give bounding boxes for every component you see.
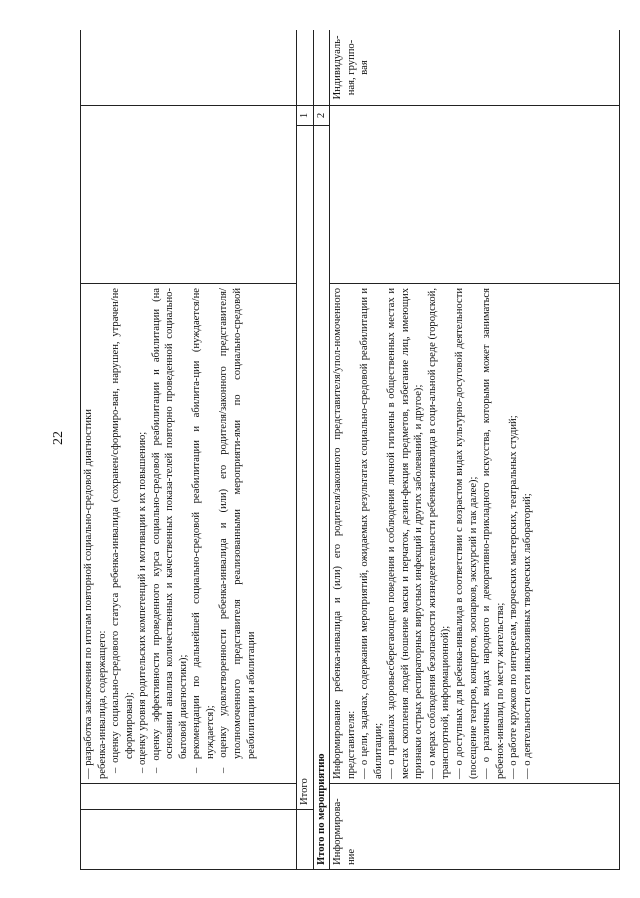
info-line: — о различных видах народного и декоративно-прикладного искусства, которыми может заниматься ребенок-инвалид по месту жительства; — [481, 288, 506, 779]
itogo-meropriyatiyu-value: 2 — [313, 106, 330, 126]
section-title-cell-itogo — [297, 810, 314, 870]
info-line: — о доступных для ребенка-инвалида в соответствии с возрастом видах культурно-досуговой деятельности (посещение театров, концертов, зоопарков, экскурсий и так далее); — [454, 288, 479, 779]
paragraph-line-2: ребенка-инвалида, содержащего: — [96, 630, 108, 779]
page-number: 22 — [51, 431, 66, 445]
volume-cell-bottom — [330, 106, 620, 284]
info-line: — о правилах здоровьесберегающего поведения и соблюдения личной гигиены в общественных местах и местах скопления людей (ношение маски и перчаток, дезин-фекция предметов, избегание лиц, имеющих признаки острых респираторных вирусных инфекций и других заболеваний, и другое); — [386, 288, 425, 779]
volume-cell-top — [81, 106, 297, 284]
description-cell-top — [81, 284, 297, 784]
itogo-value: 1 — [297, 106, 314, 126]
form-cell-itogo — [297, 30, 314, 106]
rotated-page-content — [80, 30, 620, 870]
paragraph-line-1: — разработка заключения по итогам повторной социально-средовой диагностики — [83, 409, 94, 779]
table-row-top — [81, 30, 297, 870]
list-item: – оценку эффективности проведенного курса социально-средовой реабилитации и абилитации (на основании анализа количественных и качественных показа-телей повторно проведенной социально-бытовой диагностики); — [150, 288, 189, 773]
form-informirovanie: Индивидуаль-ная, группо-вая — [330, 30, 620, 106]
indent-cell-top — [81, 784, 297, 810]
list-item: – оценку удовлетворенности ребенка-инвалида и (или) его родителя/законного представителя/уполномоченного представителя реализованными мероприяти-ями по социально-средовой реабилитации и абилитации — [218, 288, 257, 773]
description-cell-bottom — [330, 284, 620, 784]
list-item: – оценку социально-средового статуса ребенка-инвалида (сохранен/сформиро-ван, нарушен, утрачен/не сформирован); — [110, 288, 135, 773]
rehabilitation-table — [80, 30, 620, 870]
section-title-informirovanie: Информирова-ние — [330, 784, 620, 870]
table-row-itogo — [297, 30, 314, 870]
info-line: — о деятельности сети инклюзивных творческих лабораторий; — [521, 493, 533, 779]
itogo-meropriyatiyu-label: Итого по мероприятию — [313, 126, 330, 870]
table-row-bottom — [330, 30, 620, 870]
itogo-label: Итого — [297, 126, 314, 810]
info-line: — о работе кружков по интересам, творческих мастерских, театральных студий; — [508, 415, 520, 779]
list-item: – рекомендации по дальнейшей социально-средовой реабилитации и абилита-ции (нуждается/не нуждается); — [191, 288, 216, 773]
form-cell-top — [81, 30, 297, 106]
table-row-itogo-meropriyatiyu — [313, 30, 330, 870]
rotated-table-wrapper — [80, 30, 620, 870]
info-line: Информирование ребенка-инвалида и (или) его родителя/законного представителя/упол-номоченного представителя: — [332, 288, 357, 779]
section-title-cell-top — [81, 810, 297, 870]
list-item: – оценку уровня родительских компетенций и мотивации к их повышению; — [137, 431, 149, 773]
form-cell-itogo-meropriyatiyu — [313, 30, 330, 106]
info-line: — о мерах соблюдения безопасности жизнедеятельности ребенка-инвалида в соци-альной среде (городской, транспортной, информационной); — [426, 288, 452, 779]
info-line: — о цели, задачах, содержании мероприятий, ожидаемых результатах социально-средовой реабилитации и абилитации; — [359, 288, 384, 779]
